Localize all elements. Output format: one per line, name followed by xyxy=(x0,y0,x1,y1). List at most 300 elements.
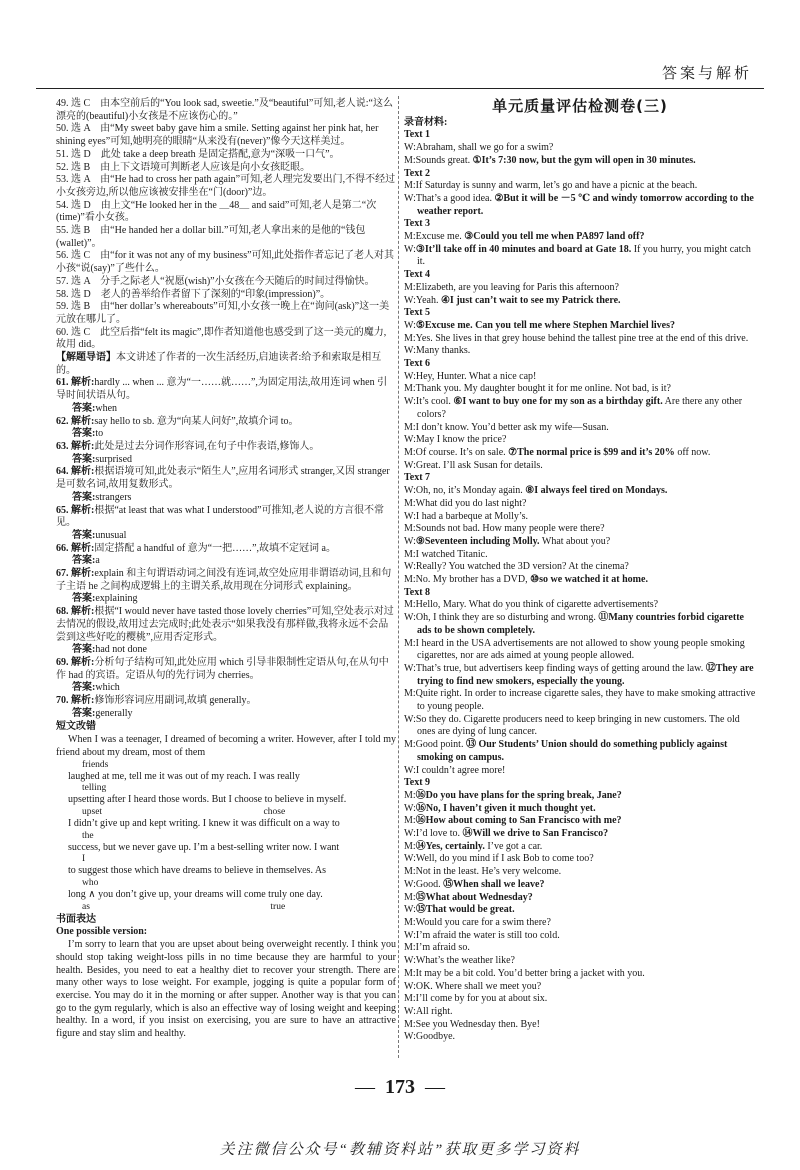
answer-item: 51. 选 D 此处 take a deep breath 是固定搭配,意为“深吸一口气”。 xyxy=(56,148,340,160)
parse-text: 固定搭配 a handful of 意为“一把……”,故填不定冠词 a。 xyxy=(94,542,336,554)
parse-answer xyxy=(56,644,396,657)
dialogue-text: Well, do you mind if I ask Bob to come too? xyxy=(415,853,594,865)
page-number: — 173 — xyxy=(355,1076,445,1098)
parse-item xyxy=(56,466,396,491)
dialogue-line xyxy=(404,790,756,803)
correction-text: to suggest those which have dreams to believe in themselves. As xyxy=(68,865,327,877)
answer-value: to xyxy=(95,428,104,440)
correction-line xyxy=(56,771,396,795)
dialogue-line xyxy=(404,638,756,663)
answer-label: 答案: xyxy=(72,682,96,694)
parse-answer xyxy=(56,492,396,505)
dialogue-text: Good point. xyxy=(415,739,466,751)
dialogue-text-tail: Are there any other colors? xyxy=(417,396,743,420)
parse-label: 67. 解析: xyxy=(56,568,95,580)
dialogue-text: Goodbye. xyxy=(415,1031,456,1043)
dialogue-text: Elizabeth, are you leaving for Paris this afternoon? xyxy=(415,281,619,293)
answer-label: 答案: xyxy=(72,491,96,503)
transcript-list xyxy=(404,129,756,1044)
correction-text: long ∧ you don’t give up, your dreams will come truly one day. xyxy=(68,889,323,901)
speaker: M: xyxy=(404,421,416,433)
dialogue-line xyxy=(404,574,756,587)
dialogue-text: What’s the weather like? xyxy=(415,955,515,967)
page-number-value: 173 xyxy=(385,1076,415,1098)
dialogue-text: I’m afraid the water is still too cold. xyxy=(415,929,560,941)
key-sentence: ⑭Will we drive to San Francisco? xyxy=(462,828,609,840)
speaker: W: xyxy=(404,853,416,865)
speaker: M: xyxy=(404,281,416,293)
key-sentence: ⑫They are trying to find new smokers, especially the young. xyxy=(417,662,754,687)
material-label: 录音材料: xyxy=(404,116,448,128)
dialogue-line xyxy=(404,536,756,549)
dialogue-line xyxy=(404,282,756,295)
dialogue-text: I’m afraid so. xyxy=(415,942,470,954)
dialogue-text: Excuse me. xyxy=(415,231,465,243)
answer-value: when xyxy=(95,402,118,414)
speaker: W: xyxy=(404,662,416,674)
dialogue-text: OK. Where shall we meet you? xyxy=(415,980,542,992)
parse-item xyxy=(56,568,396,593)
parse-item xyxy=(56,441,396,454)
key-sentence: ⑩so we watched it at home. xyxy=(530,574,648,586)
correction-fix: I xyxy=(82,854,86,865)
dialogue-line xyxy=(404,815,756,828)
dialogue-line xyxy=(404,930,756,943)
dialogue-line xyxy=(404,853,756,866)
dialogue-line xyxy=(404,612,756,637)
correction-line xyxy=(56,889,396,913)
answer-value: had not done xyxy=(95,644,147,656)
dialogue-text: Yes. She lives in that grey house behind the tallest pine tree at the end of this drive. xyxy=(415,332,749,344)
text-label: Text 7 xyxy=(404,472,431,484)
answer-item: 57. 选 A 分手之际老人“祝愿(wish)”小女孩在今天随后的时间过得愉快。 xyxy=(56,275,375,287)
parse-answer xyxy=(56,454,396,467)
speaker: M: xyxy=(404,993,416,1005)
speaker: M: xyxy=(404,548,416,560)
speaker: W: xyxy=(404,243,416,255)
dialogue-line xyxy=(404,561,756,574)
answer-item: 55. 选 B 由“He handed her a dollar bill.”可知,老人拿出来的是他的“钱包(wallet)”。 xyxy=(56,225,366,249)
correction-passage xyxy=(56,734,396,913)
speaker: M: xyxy=(404,789,416,801)
correction-line xyxy=(56,818,396,842)
dialogue-line xyxy=(404,739,756,764)
speaker: M: xyxy=(404,840,416,852)
key-sentence: ②But it will be －5 ℃ and windy tomorrow according to the weather report. xyxy=(417,192,754,217)
speaker: W: xyxy=(404,802,416,814)
answer-label: 答案: xyxy=(72,428,96,440)
dialogue-line xyxy=(404,396,756,421)
page-header xyxy=(0,0,800,92)
dialogue-text-tail: off now. xyxy=(674,446,711,458)
dialogue-text: I watched Titanic. xyxy=(415,548,488,560)
dialogue-line xyxy=(404,231,756,244)
key-sentence: ⑭Yes, certainly. xyxy=(415,840,485,852)
dialogue-line xyxy=(404,803,756,816)
parse-label: 70. 解析: xyxy=(56,695,95,707)
dialogue-line xyxy=(404,968,756,981)
parse-item xyxy=(56,377,396,402)
speaker: M: xyxy=(404,383,416,395)
dialogue-text: So they do. Cigarette producers need to keep bringing in new customers. The old ones are dying of lung cancer. xyxy=(415,713,740,738)
speaker: W: xyxy=(404,878,416,890)
answer-list xyxy=(56,98,396,352)
text-label: Text 6 xyxy=(404,358,431,370)
dialogue-line xyxy=(404,981,756,994)
correction-fix: telling xyxy=(82,783,107,794)
section-title: 单元质量评估检测卷(三) xyxy=(492,97,668,115)
dialogue-line xyxy=(404,155,756,168)
speaker: W: xyxy=(404,828,416,840)
answer-value: unusual xyxy=(95,529,127,541)
dialogue-text: I’d love to. xyxy=(415,828,463,840)
dialogue-text: Great. I’ll ask Susan for details. xyxy=(415,459,543,471)
dialogue-line xyxy=(404,485,756,498)
answer-item: 50. 选 A 由“My sweet baby gave him a smile. Setting against her pink hat, her shining eyes”可知,她明亮的眼睛“从来没有(never)”像今天这样美过。 xyxy=(56,123,379,148)
answer-item: 49. 选 C 由本空前后的“You look sad, sweetie.”及“beautiful”可知,老人说:“这么漂亮的(beautiful)小女孩是不应该伤心的。” xyxy=(56,98,393,122)
parse-answer xyxy=(56,555,396,568)
writing-version: One possible version: xyxy=(56,926,148,938)
dialogue-text: Sounds not bad. How many people were there? xyxy=(415,523,605,535)
parse-label: 63. 解析: xyxy=(56,440,95,452)
dialogue-text: Sounds great. xyxy=(415,154,473,166)
speaker: M: xyxy=(404,523,416,535)
correction-fix: friends xyxy=(82,759,109,770)
speaker: W: xyxy=(404,485,416,497)
key-sentence: ⑯Do you have plans for the spring break, Jane? xyxy=(415,789,622,801)
answer-label: 答案: xyxy=(72,555,96,567)
key-sentence: ⑮That would be great. xyxy=(415,904,515,916)
answer-value: strangers xyxy=(95,491,132,503)
speaker: M: xyxy=(404,599,416,611)
column-divider xyxy=(398,96,399,1058)
speaker: W: xyxy=(404,319,416,331)
answer-item: 59. 选 B 由“her dollar’s whereabouts”可知,小女孩一晚上在“询问(ask)”这一美元放在哪儿了。 xyxy=(56,301,390,325)
speaker: M: xyxy=(404,967,416,979)
parse-answer xyxy=(56,530,396,543)
answer-item: 53. 选 A 由“He had to cross her path again”可知,老人理完发要出门,不得不经过小女孩旁边,所以他应该被安排坐在“门(door)”边。 xyxy=(56,174,396,198)
parse-label: 66. 解析: xyxy=(56,542,95,554)
key-sentence: ⑥I want to buy one for my son as a birthday gift. xyxy=(453,396,663,408)
key-sentence: ③It’ll take off in 40 minutes and board at Gate 18. xyxy=(415,243,632,255)
answer-item: 60. 选 C 此空后指“felt its magic”,即作者知道他也感受到了这一美元的魔力,故用 did。 xyxy=(56,326,387,351)
key-sentence: ⑪Many countries forbid cigarette ads to be shown completely. xyxy=(417,612,744,636)
speaker: W: xyxy=(404,904,416,916)
dialogue-line xyxy=(404,955,756,968)
dialogue-line xyxy=(404,295,756,308)
correction-line xyxy=(56,734,396,770)
dialogue-text: Good. xyxy=(415,878,444,890)
parse-text: 此处是过去分词作形容词,在句子中作表语,修饰人。 xyxy=(94,440,320,452)
dialogue-text: Oh, no, it’s Monday again. xyxy=(415,485,526,497)
left-column xyxy=(56,98,396,1041)
dialogue-line xyxy=(404,434,756,447)
dialogue-text: Oh, I think they are so disturbing and wrong. xyxy=(415,612,599,624)
text-label: Text 5 xyxy=(404,307,431,319)
dialogue-text-tail: If you hurry, you might catch it. xyxy=(417,243,751,268)
text-label: Text 3 xyxy=(404,218,431,230)
dialogue-text: It may be a bit cold. You’d better bring a jacket with you. xyxy=(415,967,645,979)
key-sentence: ③Could you tell me when PA897 land off? xyxy=(464,231,645,243)
speaker: W: xyxy=(404,396,416,408)
speaker: W: xyxy=(404,980,416,992)
answer-label: 答案: xyxy=(72,529,96,541)
dialogue-line xyxy=(404,1019,756,1032)
answer-label: 答案: xyxy=(72,707,96,719)
dialogue-line xyxy=(404,549,756,562)
correction-fix: the xyxy=(82,830,94,841)
dialogue-text: It’s cool. xyxy=(415,396,454,408)
speaker: M: xyxy=(404,332,416,344)
parse-text: explain 和主句谓语动词之间没有连词,故空处应用非谓语动词,且和句子主语 he 之间构成逻辑上的主谓关系,故用现在分词形式 explaining。 xyxy=(56,568,392,592)
correction-line xyxy=(56,794,396,818)
correction-text: upsetting after I heard those words. But I choose to believe in myself. xyxy=(68,794,347,806)
parse-item xyxy=(56,657,396,682)
dialogue-text: I couldn’t agree more! xyxy=(415,764,506,776)
header-rule xyxy=(36,88,764,89)
dialogue-line xyxy=(404,714,756,739)
speaker: W: xyxy=(404,434,416,446)
speaker: M: xyxy=(404,891,416,903)
speaker: M: xyxy=(404,574,416,586)
dialogue-line xyxy=(404,345,756,358)
text-label: Text 4 xyxy=(404,269,431,281)
dialogue-line xyxy=(404,663,756,688)
parse-answer xyxy=(56,682,396,695)
parse-label: 61. 解析: xyxy=(56,377,95,389)
dialogue-line xyxy=(404,993,756,1006)
speaker: M: xyxy=(404,154,416,166)
dialogue-text: I had a barbeque at Molly’s. xyxy=(415,510,529,522)
correction-heading: 短文改错 xyxy=(56,721,96,733)
answer-value: generally xyxy=(95,707,133,719)
parse-item xyxy=(56,543,396,556)
speaker: M: xyxy=(404,180,416,192)
answer-item: 52. 选 B 由上下文语境可判断老人应该是向小女孩眨眼。 xyxy=(56,161,311,173)
dialogue-text: Yeah. xyxy=(415,294,441,306)
key-sentence: ⑮What about Wednesday? xyxy=(415,891,533,903)
speaker: W: xyxy=(404,1031,416,1043)
speaker: M: xyxy=(404,942,416,954)
footer-note: 关注微信公众号“教辅资料站”获取更多学习资料 xyxy=(219,1142,581,1158)
text-label: Text 9 xyxy=(404,777,431,789)
dialogue-line xyxy=(404,892,756,905)
dialogue-line xyxy=(404,828,756,841)
header-title: 答案与解析 xyxy=(661,66,752,82)
dialogue-text: May I know the price? xyxy=(415,434,507,446)
dialogue-text: Hey, Hunter. What a nice cap! xyxy=(415,370,537,382)
correction-line xyxy=(56,842,396,866)
writing-text: I’m sorry to learn that you are upset about being overweight recently. I think you should stop taking weight-loss pills in no time because they are harmful to your health. Besides, you need to eat a healthy diet to recover your strength. There are many other ways to lose weight. For example, jogging is quite a popular form of exercise. You may do it in the morning or after supper. Another way is that you can go to the gym regularly, which is also an effective way of losing weight and keeping healthy. In a word, if you insist on exercising, you are sure to have an attractive figure and stay slim and healthy. xyxy=(56,939,396,1040)
dialogue-text: See you Wednesday then. Bye! xyxy=(415,1018,540,1030)
dialogue-line xyxy=(404,320,756,333)
answer-label: 答案: xyxy=(72,453,96,465)
text-label: Text 1 xyxy=(404,129,431,141)
parse-answer xyxy=(56,403,396,416)
speaker: W: xyxy=(404,192,416,204)
dialogue-line xyxy=(404,371,756,384)
dialogue-text: All right. xyxy=(415,1005,453,1017)
parse-item xyxy=(56,695,396,708)
dialogue-text: Abraham, shall we go for a swim? xyxy=(415,142,554,154)
speaker: M: xyxy=(404,739,416,751)
speaker: W: xyxy=(404,535,416,547)
dialogue-line xyxy=(404,904,756,917)
dialogue-text: If Saturday is sunny and warm, let’s go and have a picnic at the beach. xyxy=(415,180,698,192)
parse-item xyxy=(56,505,396,530)
correction-fix: as true xyxy=(82,901,286,912)
dialogue-line xyxy=(404,447,756,460)
parse-label: 65. 解析: xyxy=(56,504,95,516)
speaker: W: xyxy=(404,713,416,725)
correction-fix: who xyxy=(82,878,99,889)
speaker: W: xyxy=(404,459,416,471)
speaker: W: xyxy=(404,764,416,776)
parse-text: 根据语境可知,此处表示“陌生人”,应用名词形式 stranger,又因 stranger 是可数名词,故用复数形式。 xyxy=(56,466,390,491)
key-sentence: ⑯No, I haven’t given it much thought yet. xyxy=(415,802,596,814)
correction-text: When I was a teenager, I dreamed of becoming a writer. However, after I told my friend about my dream, most of them xyxy=(56,734,396,758)
speaker: W: xyxy=(404,1005,416,1017)
parse-text: 分析句子结构可知,此处应用 which 引导非限制性定语从句,在从句中作 had 的宾语。定语从句的先行词为 cherries。 xyxy=(56,656,389,681)
dialogue-line xyxy=(404,498,756,511)
speaker: W: xyxy=(404,510,416,522)
speaker: W: xyxy=(404,142,416,154)
dialogue-line xyxy=(404,879,756,892)
key-sentence: ⑧I always feel tired on Mondays. xyxy=(525,485,668,497)
dialogue-line xyxy=(404,765,756,778)
speaker: W: xyxy=(404,612,416,624)
dialogue-text: Would you care for a swim there? xyxy=(415,917,551,928)
speaker: M: xyxy=(404,917,416,928)
dialogue-line xyxy=(404,1006,756,1019)
speaker: M: xyxy=(404,1018,416,1030)
dialogue-text: I heard in the USA advertisements are not allowed to show young people smoking cigarettes, nor are ads aimed at young people allowed. xyxy=(415,637,745,662)
dialogue-text-tail: I’ve got a car. xyxy=(484,840,543,852)
dialogue-line xyxy=(404,244,756,269)
dialogue-text: Quite right. In order to increase cigarette sales, they have to make smoking attractive to young people. xyxy=(415,688,756,713)
parse-label: 68. 解析: xyxy=(56,606,95,618)
dialogue-text: Of course. It’s on sale. xyxy=(415,446,509,458)
correction-fix: upset chose xyxy=(82,806,286,817)
speaker: M: xyxy=(404,866,416,878)
dialogue-text: That’s a good idea. xyxy=(415,192,495,204)
answer-item: 54. 选 D 由上文“He looked her in the ＿48＿ and said”可知,老人是第二“次(time)”看小女孩。 xyxy=(56,199,377,224)
key-sentence: ⑤Excuse me. Can you tell me where Stephen Marchiel lives? xyxy=(415,319,675,331)
dialogue-text: Really? You watched the 3D version? At the cinema? xyxy=(415,561,629,573)
key-sentence: ⑨Seventeen including Molly. xyxy=(415,535,540,547)
parse-label: 62. 解析: xyxy=(56,415,95,427)
dialogue-line xyxy=(404,460,756,473)
dialogue-line xyxy=(404,180,756,193)
dialogue-line xyxy=(404,1031,756,1044)
key-sentence: ⑯How about coming to San Francisco with me? xyxy=(415,815,622,827)
parse-answer xyxy=(56,593,396,606)
answer-item: 56. 选 C 由“for it was not any of my business”可知,此处指作者忘记了老人对其小孩“说(say)”了些什么。 xyxy=(56,250,395,275)
parse-text: say hello to sb. 意为“向某人问好”,故填介词 to。 xyxy=(94,415,299,427)
dialogue-text-tail: What about you? xyxy=(539,535,611,547)
writing-heading: 书面表达 xyxy=(56,913,96,925)
speaker: W: xyxy=(404,370,416,382)
dialogue-line xyxy=(404,688,756,713)
parse-text: 根据“I would never have tasted those lovely cherries”可知,空处表示对过去情况的假设,故用过去完成时;此处表示“如果我没有那样做,我将永远不会品尝到这些好吃的樱桃”,应用否定形式。 xyxy=(56,606,394,643)
key-sentence: ⑬ Our Students’ Union should do something publicly against smoking on campus. xyxy=(417,739,728,763)
key-sentence: ⑦The normal price is $99 and it’s 20% xyxy=(508,446,675,458)
key-sentence: ④I just can’t wait to see my Patrick there. xyxy=(440,294,621,306)
speaker: W: xyxy=(404,345,416,357)
correction-text: success, but we never gave up. I’m a best-selling writer now. I want xyxy=(68,841,340,853)
dialogue-line xyxy=(404,866,756,879)
right-column xyxy=(404,98,756,1044)
dialogue-text: That’s true, but advertisers keep finding ways of getting around the law. xyxy=(415,662,706,674)
speaker: M: xyxy=(404,815,416,827)
answer-value: a xyxy=(95,555,100,567)
correction-text: laughed at me, tell me it was out of my reach. I was really xyxy=(68,770,300,782)
dialogue-text: I don’t know. You’d better ask my wife—Susan. xyxy=(415,421,609,433)
answer-label: 答案: xyxy=(72,644,96,656)
dialogue-text: I’ll come by for you at about six. xyxy=(415,993,548,1005)
speaker: M: xyxy=(404,231,416,243)
dialogue-line xyxy=(404,333,756,346)
parse-list xyxy=(56,377,396,720)
speaker: W: xyxy=(404,561,416,573)
key-sentence: ⑮When shall we leave? xyxy=(443,878,545,890)
dialogue-text: No. My brother has a DVD, xyxy=(415,574,531,586)
parse-item xyxy=(56,416,396,429)
dialogue-line xyxy=(404,511,756,524)
speaker: M: xyxy=(404,497,416,509)
dialogue-line xyxy=(404,917,756,930)
text-label: Text 2 xyxy=(404,167,431,179)
parse-answer xyxy=(56,708,396,721)
dialogue-text: Not in the least. He’s very welcome. xyxy=(415,866,562,878)
guide-text: 本文讲述了作者的一次生活经历,启迪读者:给予和索取是相互的。 xyxy=(56,352,382,376)
correction-line xyxy=(56,865,396,889)
text-label: Text 8 xyxy=(404,586,431,598)
dialogue-text: What did you do last night? xyxy=(415,497,527,509)
dialogue-text: Thank you. My daughter bought it for me online. Not bad, is it? xyxy=(415,383,671,395)
correction-text: I didn’t give up and kept writing. I knew it was difficult on a way to xyxy=(68,817,340,829)
parse-text: hardly ... when ... 意为“一……就……”,为固定用法,故用连词 when 引导时间状语从句。 xyxy=(56,377,388,402)
dialogue-text: Many thanks. xyxy=(415,345,471,357)
parse-text: 根据“at least that was what I understood”可推知,老人说的方言很不常见。 xyxy=(56,504,385,529)
dialogue-line xyxy=(404,599,756,612)
answer-value: surprised xyxy=(95,453,133,465)
answer-label: 答案: xyxy=(72,402,96,414)
parse-label: 69. 解析: xyxy=(56,656,95,668)
speaker: W: xyxy=(404,294,416,306)
speaker: M: xyxy=(404,446,416,458)
dialogue-text: Hello, Mary. What do you think of cigarette advertisements? xyxy=(415,599,659,611)
parse-text: 修饰形容词应用副词,故填 generally。 xyxy=(94,695,257,707)
answer-label: 答案: xyxy=(72,593,96,605)
guide-label: 【解题导语】 xyxy=(56,352,116,364)
speaker: W: xyxy=(404,929,416,941)
dialogue-line xyxy=(404,422,756,435)
dialogue-line xyxy=(404,142,756,155)
speaker: M: xyxy=(404,637,416,649)
answer-item: 58. 选 D 老人的善举给作者留下了深刻的“印象(impression)”。 xyxy=(56,288,331,300)
dialogue-line xyxy=(404,942,756,955)
key-sentence: ①It’s 7:30 now, but the gym will open in 30 minutes. xyxy=(472,154,696,166)
parse-item xyxy=(56,606,396,644)
answer-value: which xyxy=(95,682,120,694)
dialogue-line xyxy=(404,193,756,218)
dialogue-line xyxy=(404,383,756,396)
dialogue-line xyxy=(404,523,756,536)
guide-paragraph xyxy=(56,352,396,377)
answer-value: explaining xyxy=(95,593,138,605)
parse-answer xyxy=(56,428,396,441)
